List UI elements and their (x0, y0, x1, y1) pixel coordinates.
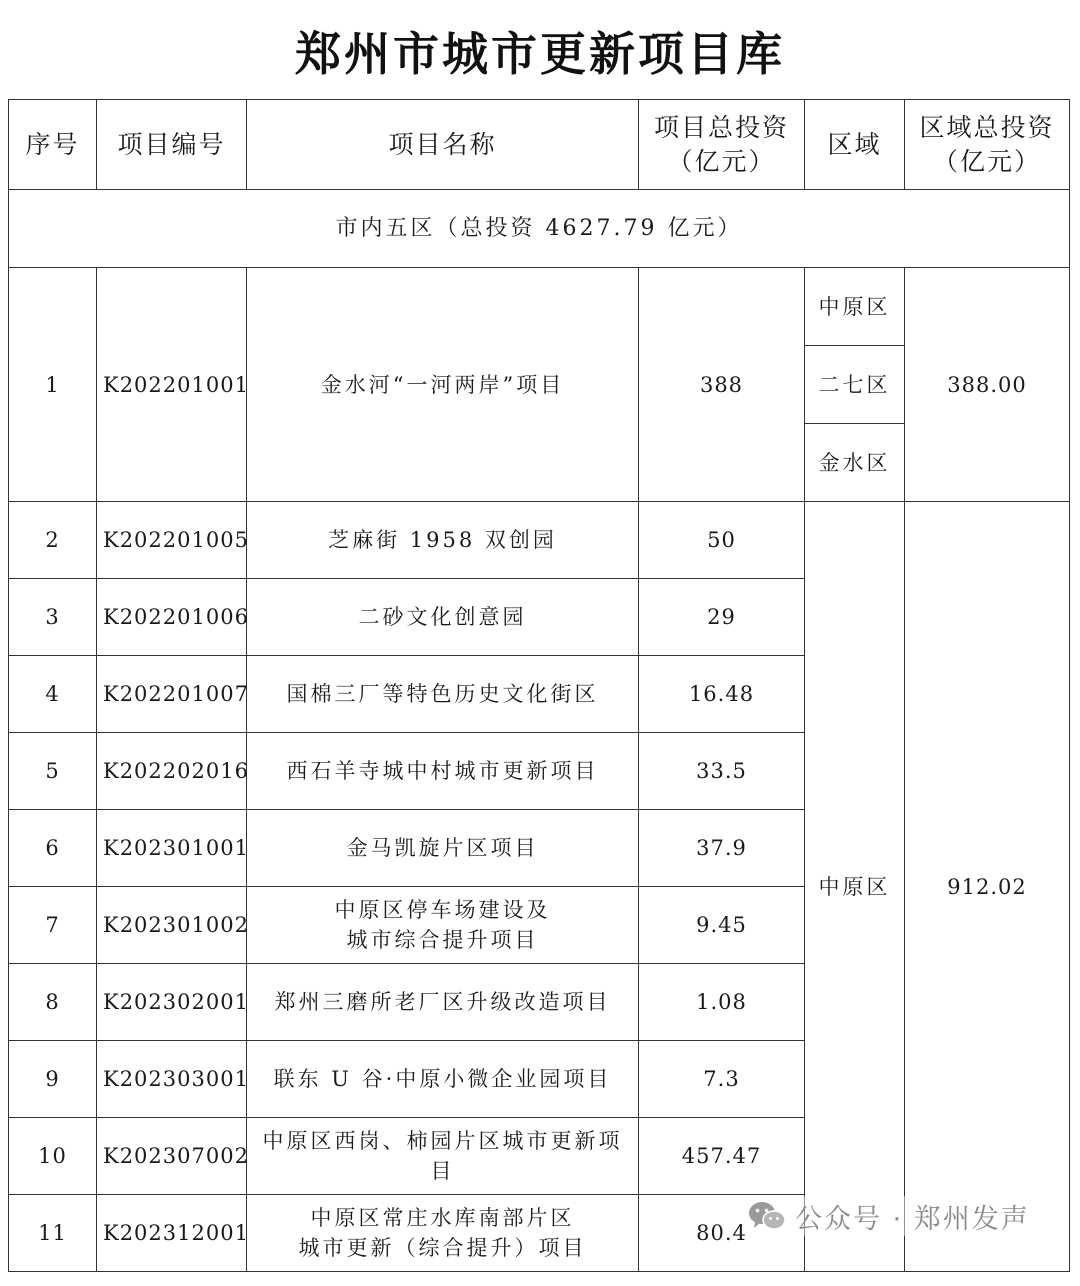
cell-seq: 1 (9, 268, 97, 502)
cell-name (247, 1118, 639, 1195)
cell-region-total: 912.02 (905, 502, 1070, 1272)
cell-name (247, 1041, 639, 1118)
header-region-invest-line2: （亿元） (932, 146, 1041, 176)
cell-name-line1: 中原区西岗、柿园片区城市更新项 (262, 1129, 623, 1153)
header-invest (639, 100, 805, 190)
header-invest-line2: （亿元） (667, 146, 776, 176)
cell-code: K202201006 (97, 579, 247, 656)
cell-name: 金水河“一河两岸”项目 (247, 268, 639, 502)
page-title: 郑州市城市更新项目库 (295, 27, 785, 81)
cell-name (247, 733, 639, 810)
header-seq: 序号 (9, 100, 97, 190)
watermark (747, 1196, 1030, 1236)
cell-seq: 3 (9, 579, 97, 656)
cell-seq: 11 (9, 1195, 97, 1272)
cell-code: K202201001 (97, 268, 247, 502)
header-region: 区域 (805, 100, 905, 190)
cell-invest: 37.9 (639, 810, 805, 887)
cell-invest: 7.3 (639, 1041, 805, 1118)
cell-code: K202301001 (97, 810, 247, 887)
section-label: 市内五区（总投资 4627.79 亿元） (9, 190, 1070, 268)
cell-code: K202303001 (97, 1041, 247, 1118)
cell-region: 中原区 (805, 268, 905, 346)
cell-invest: 1.08 (639, 964, 805, 1041)
cell-name (247, 1195, 639, 1272)
cell-seq: 2 (9, 502, 97, 579)
cell-invest: 29 (639, 579, 805, 656)
watermark-text: 公众号 · 郑州发声 (795, 1203, 1030, 1235)
cell-name-line1: 国棉三厂等特色历史文化街区 (286, 682, 599, 706)
cell-seq: 8 (9, 964, 97, 1041)
cell-name (247, 810, 639, 887)
cell-region: 中原区 (805, 502, 905, 1272)
cell-name-line1: 金马凯旋片区项目 (346, 836, 539, 860)
cell-code: K202301002 (97, 887, 247, 964)
cell-name (247, 887, 639, 964)
cell-name-line1: 郑州三磨所老厂区升级改造项目 (274, 990, 611, 1014)
cell-name-line2: 城市综合提升项目 (346, 928, 539, 952)
cell-region-total: 388.00 (905, 268, 1070, 502)
cell-seq: 6 (9, 810, 97, 887)
header-region-invest (905, 100, 1070, 190)
cell-name-line1: 芝麻街 1958 双创园 (328, 528, 557, 552)
cell-invest: 9.45 (639, 887, 805, 964)
cell-name-line1: 中原区常庄水库南部片区 (310, 1206, 575, 1230)
cell-invest: 457.47 (639, 1118, 805, 1195)
header-invest-line1: 项目总投资 (653, 112, 789, 142)
cell-code: K202307002 (97, 1118, 247, 1195)
cell-region: 金水区 (805, 424, 905, 502)
cell-name-line1: 中原区停车场建设及 (334, 898, 551, 922)
project-table (8, 99, 1070, 1272)
cell-name-line2: 城市更新（综合提升）项目 (298, 1236, 587, 1260)
cell-code: K202201005 (97, 502, 247, 579)
cell-seq: 9 (9, 1041, 97, 1118)
cell-region: 二七区 (805, 346, 905, 424)
cell-name (247, 502, 639, 579)
cell-seq: 7 (9, 887, 97, 964)
cell-name (247, 964, 639, 1041)
cell-name (247, 656, 639, 733)
header-name: 项目名称 (247, 100, 639, 190)
cell-seq: 5 (9, 733, 97, 810)
cell-invest: 50 (639, 502, 805, 579)
cell-seq: 10 (9, 1118, 97, 1195)
cell-invest: 80.4 (639, 1195, 805, 1272)
cell-name-line1: 西石羊寺城中村城市更新项目 (286, 759, 599, 783)
cell-name-line1: 联东 U 谷·中原小微企业园项目 (273, 1067, 612, 1091)
table-header-row (9, 100, 1070, 190)
cell-invest: 388 (639, 268, 805, 502)
section-row (9, 190, 1070, 268)
cell-code: K202312001 (97, 1195, 247, 1272)
header-code: 项目编号 (97, 100, 247, 190)
cell-code: K202202016 (97, 733, 247, 810)
cell-invest: 33.5 (639, 733, 805, 810)
header-region-invest-line1: 区域总投资 (919, 112, 1055, 142)
wechat-icon (747, 1199, 787, 1233)
cell-code: K202201007 (97, 656, 247, 733)
table-row (9, 268, 1070, 346)
cell-invest: 16.48 (639, 656, 805, 733)
cell-seq: 4 (9, 656, 97, 733)
cell-code: K202302001 (97, 964, 247, 1041)
cell-name-line1: 二砂文化创意园 (358, 605, 527, 629)
cell-name-line2: 目 (430, 1159, 455, 1183)
table-row (9, 502, 1070, 579)
cell-name (247, 579, 639, 656)
